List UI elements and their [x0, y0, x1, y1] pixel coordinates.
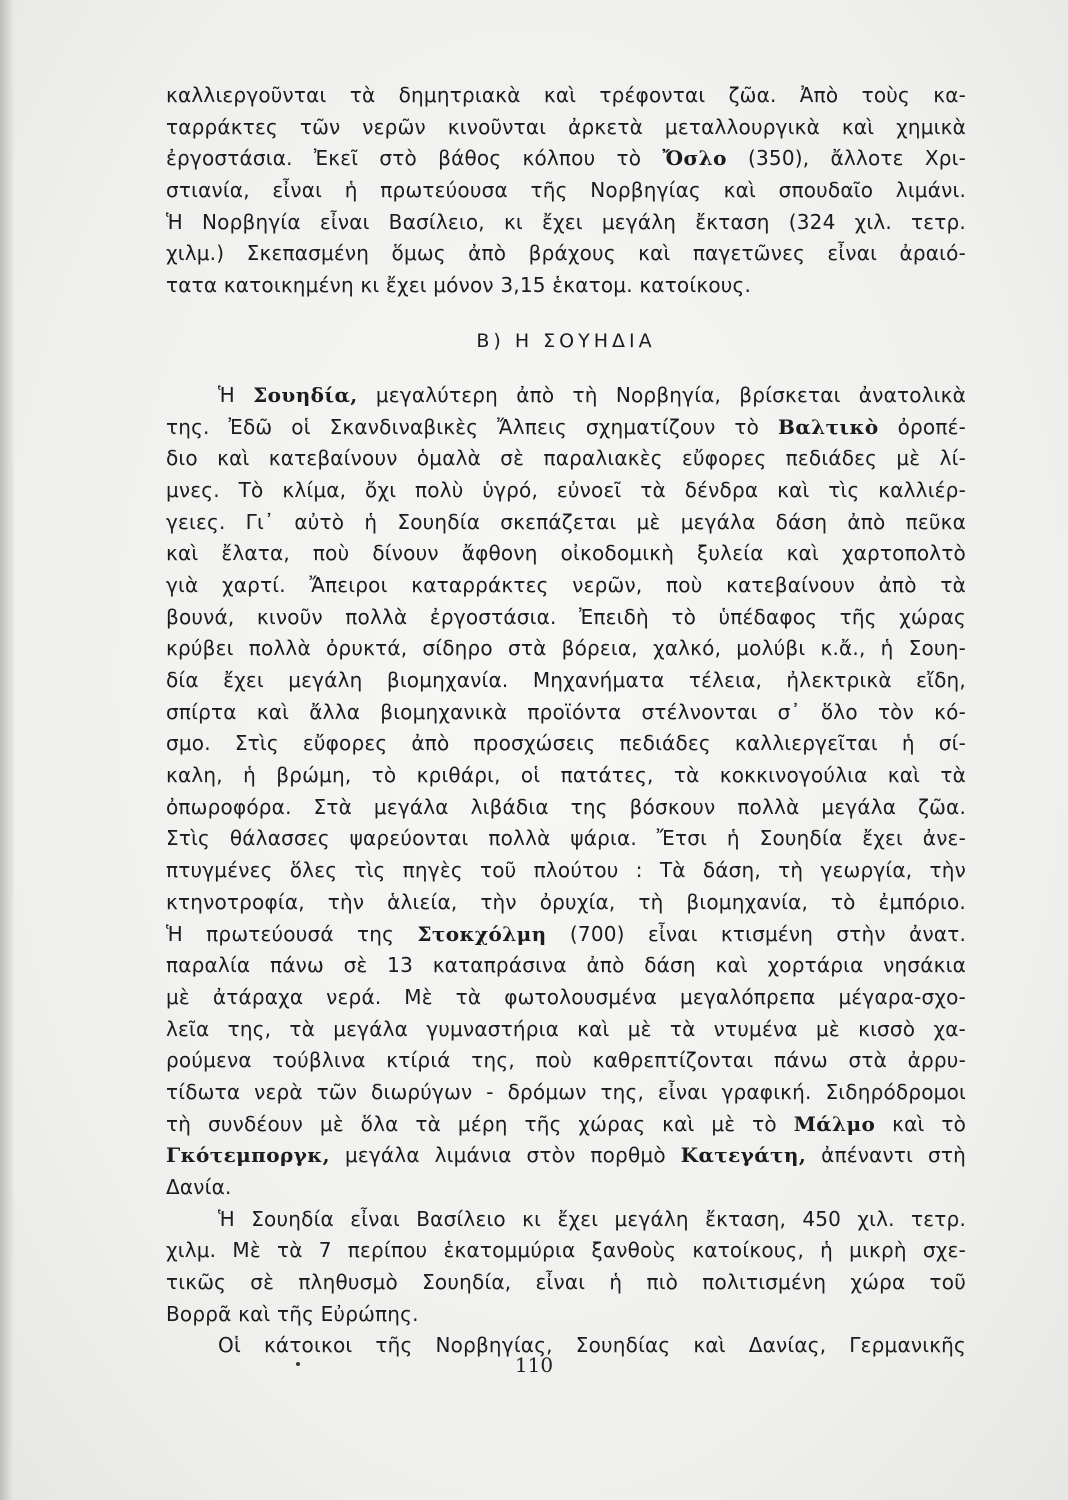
place-name-gothenburg: Γκότεμποργκ,: [166, 1143, 331, 1168]
text-line: της. Ἐδῶ οἱ Σκανδιναβικὲς Ἄλπεις σχηματίζουν τὸ Βαλτικὸ ὀροπέ-: [166, 414, 967, 439]
text-line: καλλιεργοῦνται τὰ δημητριακὰ καὶ τρέφονται ζῶα. Ἀπὸ τοὺς κα-: [166, 83, 966, 107]
text-line: Γκότεμποργκ, μεγάλα λιμάνια στὸν πορθμὸ Κατεγάτη, ἀπέναντι στὴ: [166, 1143, 966, 1168]
text-line: κτηνοτροφία, τὴν ἁλιεία, τὴν ὀρυχία, τὴ βιομηχανία, τὸ ἐμπόριο.: [166, 889, 966, 914]
text-line: ὀπωροφόρα. Στὰ μεγάλα λιβάδια της βόσκουν πολλὰ μεγάλα ζῶα.: [166, 794, 966, 819]
page-number: 110: [514, 1353, 554, 1377]
text-line: πτυγμένες ὅλες τὶς πηγὲς τοῦ πλούτου : Τὰ δάση, τὴ γεωργία, τὴν: [166, 858, 966, 883]
text-line: τίδωτα νερὰ τῶν διωρύγων - δρόμων της, εἶναι γραφική. Σιδηρόδρομοι: [166, 1079, 966, 1104]
place-name-malmo: Μάλμο: [793, 1111, 876, 1136]
text-line: σπίρτα καὶ ἄλλα βιομηχανικὰ προϊόντα στέλνονται σ᾽ ὅλο τὸν κό-: [166, 699, 966, 724]
text-line: τὴ συνδέουν μὲ ὅλα τὰ μέρη τῆς χώρας καὶ μὲ τὸ Μάλμο καὶ τὸ: [166, 1111, 967, 1136]
text-line: τικῶς σὲ πληθυσμὸ Σουηδία, εἶναι ἡ πιὸ πολιτισμένη χώρα τοῦ: [166, 1270, 966, 1295]
place-name-sweden: Σουηδία,: [253, 382, 358, 407]
place-name-oslo: Ὄσλο: [662, 146, 727, 171]
text-line: διο καὶ κατεβαίνουν ὁμαλὰ σὲ παραλιακὲς εὔφορες πεδιάδες μὲ λί-: [166, 446, 966, 471]
text-line: Ἡ Σουηδία, μεγαλύτερη ἀπὸ τὴ Νορβηγία, βρίσκεται ἀνατολικὰ: [218, 382, 967, 407]
text-line: ρούμενα τούβλινα κτίριά της, ποὺ καθρεπτίζονται πάνω στὰ ἀρρυ-: [166, 1048, 966, 1073]
text-line: Στὶς θάλασσες ψαρεύονται πολλὰ ψάρια. Ἔτσι ἡ Σουηδία ἔχει ἀνε-: [166, 826, 966, 851]
text-line: σμο. Στὶς εὔφορες ἀπὸ προσχώσεις πεδιάδες καλλιεργεῖται ἡ σί-: [166, 731, 966, 756]
text-line: γειες. Γι᾽ αὐτὸ ἡ Σουηδία σκεπάζεται μὲ μεγάλα δάση ἀπὸ πεῦκα: [166, 509, 966, 534]
place-name-kattegat: Κατεγάτη,: [680, 1143, 807, 1168]
text-line: στιανία, εἶναι ἡ πρωτεύουσα τῆς Νορβηγίας καὶ σπουδαῖο λιμάνι.: [166, 178, 966, 203]
place-name-stockholm: Στοκχόλμη: [417, 921, 547, 946]
text-line: βουνά, κινοῦν πολλὰ ἐργοστάσια. Ἐπειδὴ τὸ ὑπέδαφος τῆς χώρας: [166, 604, 966, 629]
text-line: χιλμ. Μὲ τὰ 7 περίπου ἑκατομμύρια ξανθοὺς κατοίκους, ἡ μικρὴ σχε-: [166, 1238, 966, 1263]
text-line: χιλμ.) Σκεπασμένη ὅμως ἀπὸ βράχους καὶ παγετῶνες εἶναι ἀραιό-: [166, 241, 966, 266]
text-line: Οἱ κάτοικοι τῆς Νορβηγίας, Σουηδίας καὶ Δανίας, Γερμανικῆς: [218, 1333, 966, 1358]
text-line: μὲ ἀτάραχα νερά. Μὲ τὰ φωτολουσμένα μεγαλόπρεπα μέγαρα-σχο-: [166, 984, 966, 1009]
text-line: Ἡ πρωτεύουσά της Στοκχόλμη (700) εἶναι κτισμένη στὴν ἀνατ.: [166, 921, 967, 946]
text-line: μνες. Τὸ κλίμα, ὄχι πολὺ ὑγρό, εὐνοεῖ τὰ δένδρα καὶ τὶς καλλιέρ-: [166, 477, 966, 502]
text-line: ταρράκτες τῶν νερῶν κινοῦνται ἀρκετὰ μεταλλουργικὰ καὶ χημικὰ: [166, 114, 966, 139]
text-line: Δανία.: [166, 1175, 232, 1199]
body-text: [166, 80, 966, 1362]
text-line: δία ἔχει μεγάλη βιομηχανία. Μηχανήματα τέλεια, ἠλεκτρικὰ εἴδη,: [166, 668, 966, 692]
text-line: Ἡ Σουηδία εἶναι Βασίλειο κι ἔχει μεγάλη ἔκταση, 450 χιλ. τετρ.: [218, 1206, 966, 1231]
place-name-baltic: Βαλτικὸ: [778, 414, 879, 439]
text-line: κρύβει πολλὰ ὀρυκτά, σίδηρο στὰ βόρεια, χαλκό, μολύβι κ.ἄ., ἡ Σουη-: [166, 636, 966, 661]
page-binding-shadow: [0, 0, 14, 1500]
text-line: τατα κατοικημένη κι ἔχει μόνον 3,15 ἑκατομ. κατοίκους.: [166, 273, 752, 298]
text-line: καὶ ἔλατα, ποὺ δίνουν ἄφθονη οἰκοδομικὴ ξυλεία καὶ χαρτοπολτὸ: [166, 541, 966, 566]
text-line: καλη, ἡ βρώμη, τὸ κριθάρι, οἱ πατάτες, τὰ κοκκινογούλια καὶ τὰ: [166, 763, 966, 788]
text-line: παραλία πάνω σὲ 13 καταπράσινα ἀπὸ δάση καὶ χορτάρια νησάκια: [166, 953, 966, 978]
text-line: γιὰ χαρτί. Ἄπειροι καταρράκτες νερῶν, ποὺ κατεβαίνουν ἀπὸ τὰ: [166, 572, 966, 597]
text-line: ἐργοστάσια. Ἐκεῖ στὸ βάθος κόλπου τὸ Ὄσλο (350), ἄλλοτε Χρι-: [166, 146, 967, 171]
text-line: λεῖα της, τὰ μεγάλα γυμναστήρια καὶ μὲ τὰ ντυμένα μὲ κισσὸ χα-: [166, 1016, 966, 1041]
text-line: Βορρᾶ καὶ τῆς Εὐρώπης.: [166, 1301, 419, 1326]
section-heading: Β) Η ΣΟΥΗΔΙΑ: [476, 329, 656, 352]
text-line: Ἡ Νορβηγία εἶναι Βασίλειο, κι ἔχει μεγάλη ἔκταση (324 χιλ. τετρ.: [166, 209, 966, 234]
